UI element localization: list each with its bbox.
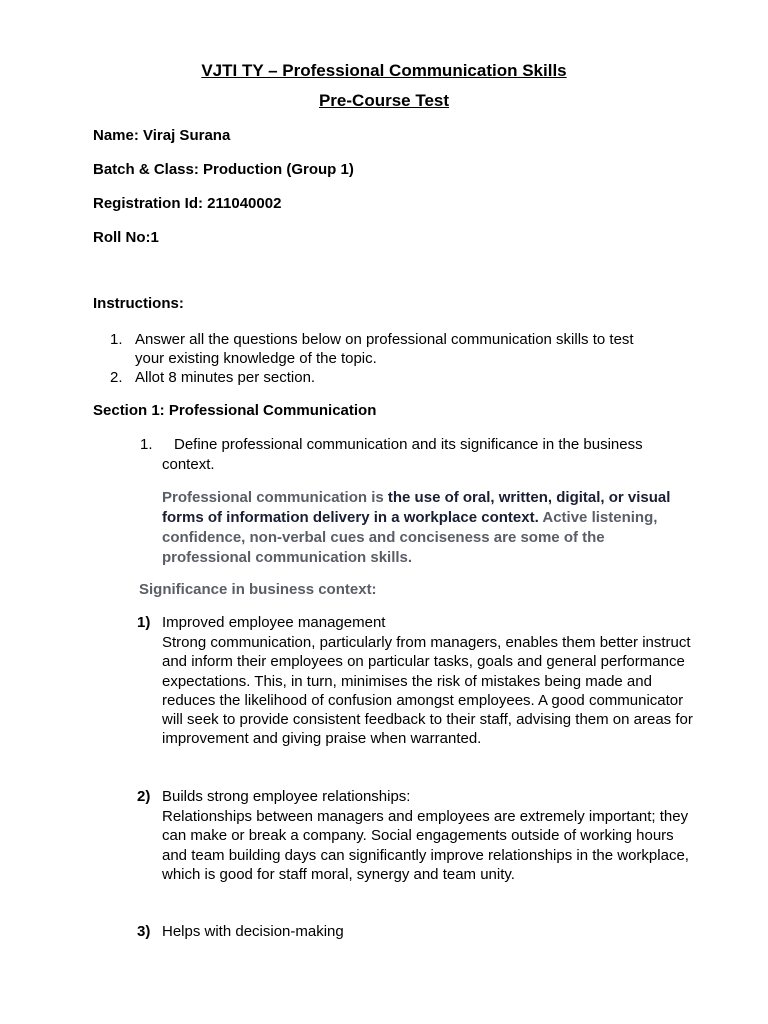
question-1-number: 1.	[140, 436, 153, 453]
instruction-2-number: 2.	[110, 369, 123, 386]
instruction-1-line-2: your existing knowledge of the topic.	[135, 350, 377, 367]
point-1-heading: Improved employee management	[162, 614, 386, 631]
question-1-line-2: context.	[162, 456, 215, 473]
point-3-number: 3)	[137, 923, 151, 940]
instruction-1-line-1: Answer all the questions below on professional communication skills to test	[135, 331, 634, 348]
roll-no-field: Roll No:1	[93, 229, 159, 246]
instructions-heading: Instructions:	[93, 295, 184, 312]
point-1-number: 1)	[137, 614, 151, 631]
point-2-body: Relationships between managers and employees are extremely important; they can make or break a company. Social engagements outside of working hours and team building days can significantly improve relationships in the workplace, which is good for staff moral, synergy and team unity.	[162, 808, 689, 883]
significance-heading: Significance in business context:	[139, 581, 377, 598]
batch-class-field: Batch & Class: Production (Group 1)	[93, 161, 354, 178]
point-1-body: Strong communication, particularly from managers, enables them better instruct and inform their employees on particular tasks, goals and general performance expectations. This, in turn, minimises the risk of mistakes being made and reduces the likelihood of confusion amongst employees. A good communicator will seek to provide consistent feedback to their staff, advising them on areas for improvement and giving praise when warranted.	[162, 634, 693, 748]
question-1-line-1: Define professional communication and its significance in the business	[174, 436, 643, 453]
definition-tail: Active listening, confidence, non-verbal cues and conciseness are some of the professional communication skills.	[162, 509, 658, 566]
name-field: Name: Viraj Surana	[93, 127, 231, 144]
document-subtitle: Pre-Course Test	[318, 91, 450, 110]
definition-paragraph	[162, 488, 682, 568]
instruction-1-number: 1.	[110, 331, 123, 348]
instruction-2-line-1: Allot 8 minutes per section.	[135, 369, 316, 386]
point-2-heading: Builds strong employee relationships:	[162, 788, 411, 805]
document-title: VJTI TY – Professional Communication Skills	[201, 61, 567, 80]
definition-emphasis: the use of oral, written, digital, or visual forms of information delivery in a workplace context.	[162, 489, 671, 526]
section-1-heading: Section 1: Professional Communication	[93, 402, 377, 419]
point-3-heading: Helps with decision-making	[162, 923, 344, 940]
definition-lead: Professional communication is	[162, 489, 388, 506]
registration-id-field: Registration Id: 211040002	[93, 195, 282, 212]
point-2-number: 2)	[137, 788, 151, 805]
